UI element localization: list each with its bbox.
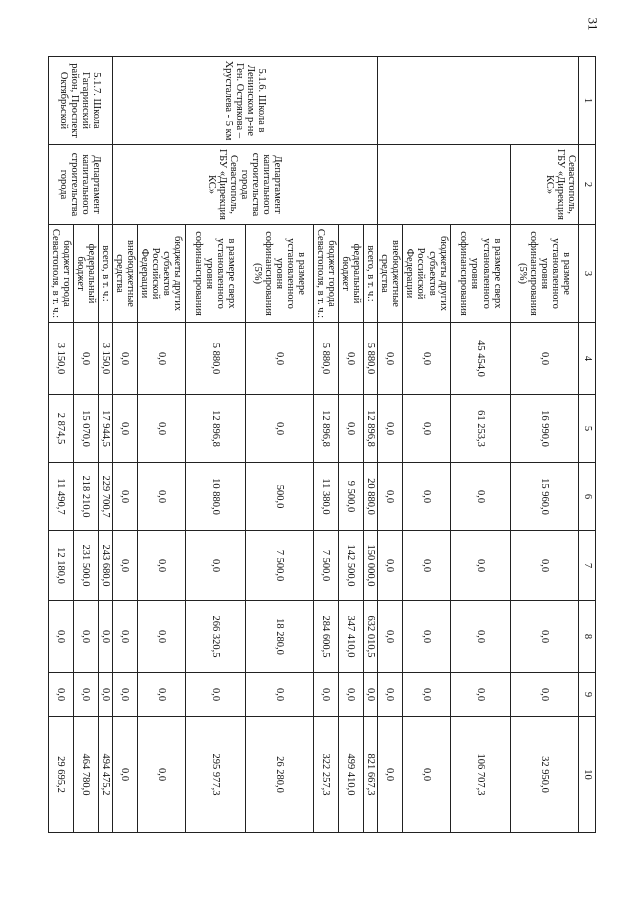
- value-cell: 0,0: [137, 531, 185, 601]
- value-cell: 7 500,0: [313, 531, 338, 601]
- funding-source-cell: бюджеты других субъектов Российской Федерации: [137, 225, 185, 323]
- table-row: [451, 57, 511, 833]
- value-cell: 0,0: [451, 463, 511, 531]
- value-cell: 0,0: [73, 601, 98, 673]
- value-cell: 243 680,0: [98, 531, 112, 601]
- header-cell: 8: [579, 601, 596, 673]
- value-cell: 11 380,0: [313, 463, 338, 531]
- value-cell: 0,0: [137, 673, 185, 717]
- value-cell: 45 454,0: [451, 323, 511, 395]
- funding-source-cell: в размере сверх установленного уровня софинансирования: [451, 225, 511, 323]
- value-cell: 0,0: [377, 531, 402, 601]
- value-cell: 0,0: [338, 673, 363, 717]
- value-cell: 0,0: [377, 673, 402, 717]
- value-cell: 0,0: [338, 395, 363, 463]
- value-cell: 0,0: [112, 673, 137, 717]
- value-cell: 0,0: [403, 717, 451, 833]
- value-cell: 0,0: [363, 673, 377, 717]
- value-cell: 0,0: [137, 395, 185, 463]
- value-cell: 821 667,3: [363, 717, 377, 833]
- value-cell: 15 960,0: [511, 463, 579, 531]
- value-cell: 0,0: [511, 673, 579, 717]
- header-cell: 6: [579, 463, 596, 531]
- value-cell: 106 707,3: [451, 717, 511, 833]
- value-cell: 5 880,0: [363, 323, 377, 395]
- responsible-cell: Департамент капитального строительства города: [48, 145, 112, 225]
- value-cell: 284 600,5: [313, 601, 338, 673]
- item-name-cell: 5.1.6. Школа в Ленинском р-не Ген. Острякова – Хрусталева - 5 км: [112, 57, 377, 145]
- value-cell: 295 977,3: [185, 717, 245, 833]
- header-cell: 7: [579, 531, 596, 601]
- value-cell: 12 180,0: [48, 531, 73, 601]
- value-cell: 142 500,0: [338, 531, 363, 601]
- value-cell: 0,0: [245, 673, 313, 717]
- value-cell: 0,0: [73, 673, 98, 717]
- value-cell: 0,0: [112, 717, 137, 833]
- funding-source-cell: внебюджетные средства: [112, 225, 137, 323]
- value-cell: 0,0: [511, 601, 579, 673]
- value-cell: 10 880,0: [185, 463, 245, 531]
- funding-source-cell: федеральный бюджет: [73, 225, 98, 323]
- value-cell: 0,0: [137, 601, 185, 673]
- header-cell: 1: [579, 57, 596, 145]
- value-cell: 0,0: [112, 463, 137, 531]
- header-cell: 2: [579, 145, 596, 225]
- value-cell: 0,0: [98, 601, 112, 673]
- header-cell: 5: [579, 395, 596, 463]
- value-cell: 0,0: [185, 673, 245, 717]
- value-cell: 29 695,2: [48, 717, 73, 833]
- responsible-cell: Департамент капитального строительства города Севастополь, ГБУ «Дирекция КС»: [112, 145, 377, 225]
- value-cell: 0,0: [245, 395, 313, 463]
- value-cell: 0,0: [338, 323, 363, 395]
- value-cell: 12 896,8: [313, 395, 338, 463]
- funding-source-cell: бюджет города Севастополя, в т. ч.:: [48, 225, 73, 323]
- funding-source-cell: внебюджетные средства: [377, 225, 402, 323]
- value-cell: 0,0: [511, 323, 579, 395]
- value-cell: 26 280,0: [245, 717, 313, 833]
- value-cell: 5 880,0: [185, 323, 245, 395]
- value-cell: 266 320,5: [185, 601, 245, 673]
- value-cell: 322 257,3: [313, 717, 338, 833]
- value-cell: 0,0: [377, 463, 402, 531]
- value-cell: 0,0: [112, 531, 137, 601]
- value-cell: 16 990,0: [511, 395, 579, 463]
- funding-source-cell: в размере установленного уровня софинансирования (5%): [511, 225, 579, 323]
- header-cell: 3: [579, 225, 596, 323]
- funding-source-cell: федеральный бюджет: [338, 225, 363, 323]
- value-cell: 150 000,0: [363, 531, 377, 601]
- value-cell: 12 896,8: [363, 395, 377, 463]
- value-cell: 0,0: [112, 323, 137, 395]
- value-cell: 0,0: [403, 463, 451, 531]
- header-cell: 4: [579, 323, 596, 395]
- value-cell: 0,0: [377, 601, 402, 673]
- value-cell: 11 490,7: [48, 463, 73, 531]
- value-cell: 0,0: [451, 531, 511, 601]
- value-cell: 0,0: [48, 673, 73, 717]
- value-cell: 0,0: [377, 323, 402, 395]
- value-cell: 499 410,0: [338, 717, 363, 833]
- value-cell: 0,0: [112, 601, 137, 673]
- value-cell: 9 500,0: [338, 463, 363, 531]
- funding-source-cell: всего, в т. ч.:: [363, 225, 377, 323]
- funding-table: [48, 56, 596, 833]
- value-cell: 0,0: [403, 673, 451, 717]
- value-cell: 0,0: [377, 717, 402, 833]
- value-cell: 0,0: [137, 463, 185, 531]
- value-cell: 0,0: [451, 673, 511, 717]
- header-cell: 10: [579, 717, 596, 833]
- value-cell: 0,0: [511, 531, 579, 601]
- table-row: [363, 57, 377, 833]
- header-row: [579, 57, 596, 833]
- value-cell: 229 700,7: [98, 463, 112, 531]
- value-cell: 0,0: [377, 395, 402, 463]
- value-cell: 0,0: [245, 323, 313, 395]
- page-number: 31: [585, 17, 601, 31]
- responsible-cell-empty: [377, 145, 510, 225]
- value-cell: 464 780,0: [73, 717, 98, 833]
- value-cell: 15 070,0: [73, 395, 98, 463]
- value-cell: 0,0: [137, 323, 185, 395]
- value-cell: 0,0: [137, 717, 185, 833]
- value-cell: 0,0: [185, 531, 245, 601]
- value-cell: 0,0: [403, 601, 451, 673]
- value-cell: 3 150,0: [48, 323, 73, 395]
- value-cell: 0,0: [112, 395, 137, 463]
- value-cell: 347 410,0: [338, 601, 363, 673]
- value-cell: 500,0: [245, 463, 313, 531]
- value-cell: 7 500,0: [245, 531, 313, 601]
- responsible-cell: Севастополь, ГБУ «Дирекция КС»: [511, 145, 579, 225]
- value-cell: 20 880,0: [363, 463, 377, 531]
- funding-source-cell: в размере установленного уровня софинансирования (5%): [245, 225, 313, 323]
- value-cell: 494 475,2: [98, 717, 112, 833]
- value-cell: 2 874,5: [48, 395, 73, 463]
- value-cell: 0,0: [403, 531, 451, 601]
- value-cell: 3 150,0: [98, 323, 112, 395]
- value-cell: 218 210,0: [73, 463, 98, 531]
- value-cell: 0,0: [48, 601, 73, 673]
- value-cell: 0,0: [73, 323, 98, 395]
- value-cell: 0,0: [403, 323, 451, 395]
- value-cell: 17 944,5: [98, 395, 112, 463]
- header-cell: 9: [579, 673, 596, 717]
- funding-source-cell: в размере сверх установленного уровня софинансирования: [185, 225, 245, 323]
- value-cell: 0,0: [451, 601, 511, 673]
- funding-source-cell: бюджет города Севастополя, в т. ч.:: [313, 225, 338, 323]
- value-cell: 61 253,3: [451, 395, 511, 463]
- item-name-cell: 5.1.7. Школа Гагаринский район, Проспект Октябрьской: [48, 57, 112, 145]
- funding-source-cell: всего, в т. ч.:: [98, 225, 112, 323]
- rotated-table-wrapper: [49, 56, 596, 832]
- value-cell: 18 280,0: [245, 601, 313, 673]
- value-cell: 0,0: [403, 395, 451, 463]
- value-cell: 32 950,0: [511, 717, 579, 833]
- value-cell: 5 880,0: [313, 323, 338, 395]
- item-cell-prev: [377, 57, 578, 145]
- value-cell: 0,0: [313, 673, 338, 717]
- value-cell: 0,0: [98, 673, 112, 717]
- funding-source-cell: бюджеты других субъектов Российской Федерации: [403, 225, 451, 323]
- table-row: [98, 57, 112, 833]
- value-cell: 231 500,0: [73, 531, 98, 601]
- value-cell: 12 896,8: [185, 395, 245, 463]
- value-cell: 632 010,5: [363, 601, 377, 673]
- table-row: [511, 57, 579, 833]
